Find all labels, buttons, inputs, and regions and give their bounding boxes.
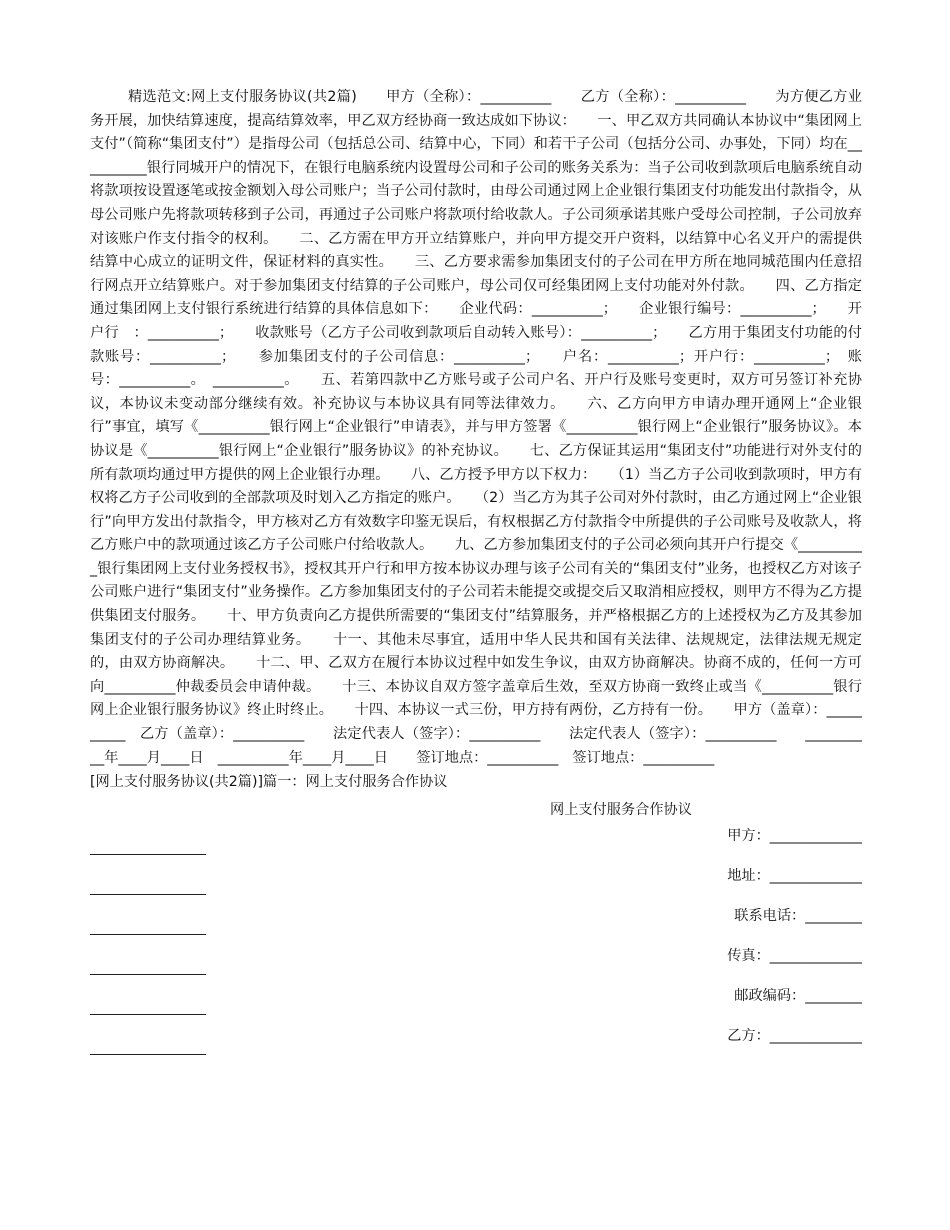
blank-line — [90, 1014, 206, 1015]
party-row-phone — [90, 904, 862, 944]
party-row-fax — [90, 944, 862, 984]
party-label: 甲方：_____________ — [727, 828, 862, 845]
party-row-yifang — [90, 1024, 862, 1064]
party-label: 地址：_____________ — [727, 868, 862, 885]
blank-line — [90, 894, 206, 895]
blank-line — [90, 934, 206, 935]
party-label: 联系电话：________ — [734, 908, 862, 925]
party-label: 乙方：_____________ — [727, 1028, 862, 1045]
blank-line — [90, 974, 206, 975]
contract-title: 网上支付服务合作协议 — [550, 802, 692, 819]
party-row-postcode — [90, 984, 862, 1024]
agreement-body-text: 精选范文:网上支付服务协议(共2篇) 甲方（全称）：__________ 乙方（全称）：__________ 为方便乙方业务开展，加快结算速度，提高结算效率，甲乙双方经协商一致达成如下协议： 一、甲乙双方共同确认本协议中“集团网上支付”（简称“集团支付”）是指母公司（包括总公司、结算中心，下同）和若干子公司（包括分公司、办事处，下同）均在__________银行同城开户的情况下，在银行电脑系统内设置母公司和子公司的账务关系为：当子公司收到款项后电脑系统自动将款项按设置逐笔或按金额划入母公司账户；当子公司付款时，由母公司通过网上企业银行集团支付功能发出付款指令，从母公司账户先将款项转移到子公司，再通过子公司账户将款项付给收款人。子公司须承诺其账户受母公司控制，子公司放弃对该账户作支付指令的权利。 二、乙方需在甲方开立结算账户，并向甲方提交开户资料，以结算中心名义开户的需提供结算中心成立的证明文件，保证材料的真实性。 三、乙方要求需参加集团支付的子公司在甲方所在地同城范围内任意招行网点开立结算账户。对于参加集团支付结算的子公司账户，母公司仅可经集团网上支付功能对外付款。 四、乙方指定通过集团网上支付银行系统进行结算的具体信息如下： 企业代码：__________； 企业银行编号：__________； 开户行 ：__________； 收款账号（乙方子公司收到款项后自动转入账号）：__________； 乙方用于集团支付功能的付款账号：__________； 参加集团支付的子公司信息：__________； 户名：__________；开户行：__________； 账号：__________。 __________。 五、若第四款中乙方账号或子公司户名、开户行及账号变更时，双方可另签订补充协议，本协议未变动部分继续有效。补充协议与本协议具有同等法律效力。 六、乙方向甲方申请办理开通网上“企业银行”事宜，填写《__________银行网上“企业银行”申请表》，并与甲方签署《__________银行网上“企业银行”服务协议》。本协议是《__________银行网上“企业银行”服务协议》的补充协议。 七、乙方保证其运用“集团支付”功能进行对外支付的所有款项均通过甲方提供的网上企业银行办理。 八、乙方授予甲方以下权力： （1）当乙方子公司收到款项时，甲方有权将乙方子公司收到的全部款项及时划入乙方指定的账户。 （2）当乙方为其子公司对外付款时，由乙方通过网上“企业银行”向甲方发出付款指令，甲方核对乙方有效数字印鉴无误后，有权根据乙方付款指令中所提供的子公司账号及收款人，将乙方账户中的款项通过该乙方子公司账户付给收款人。 九、乙方参加集团支付的子公司必须向其开户行提交《__________银行集团网上支付业务授权书》，授权其开户行和甲方按本协议办理与该子公司有关的“集团支付”业务，也授权乙方对该子公司账户进行“集团支付”业务操作。乙方参加集团支付的子公司若未能提交或提交后又取消相应授权，则甲方不得为乙方提供集团支付服务。 十、甲方负责向乙方提供所需要的“集团支付”结算服务，并严格根据乙方的上述授权为乙方及其参加集团支付的子公司办理结算业务。 十一、其他未尽事宜，适用中华人民共和国有关法律、法规规定，法律法规无规定的，由双方协商解决。 十二、甲、乙双方在履行本协议过程中如发生争议，由双方协商解决。协商不成的，任何一方可向__________仲裁委员会申请仲裁。 十三、本协议自双方签字盖章后生效，至双方协商一致终止或当《__________银行网上企业银行服务协议》终止时终止。 十四、本协议一式三份，甲方持有两份，乙方持有一份。 甲方（盖章）：__________ 乙方（盖章）：__________ 法定代表人（签字）：__________ 法定代表人（签字）：__________ __________年____月____日 __________年____月____日 签订地点：__________ 签订地点：__________ — [90, 89, 862, 766]
party-row-jiafang — [90, 824, 862, 864]
blank-line — [90, 1054, 206, 1055]
party-label: 传真：_____________ — [727, 948, 862, 965]
party-row-address — [90, 864, 862, 904]
party-label: 邮政编码：________ — [734, 988, 862, 1005]
party-fields — [90, 822, 862, 1122]
blank-line — [90, 854, 206, 855]
section-heading: [网上支付服务协议(共2篇)]篇一：网上支付服务合作协议 — [90, 774, 448, 791]
